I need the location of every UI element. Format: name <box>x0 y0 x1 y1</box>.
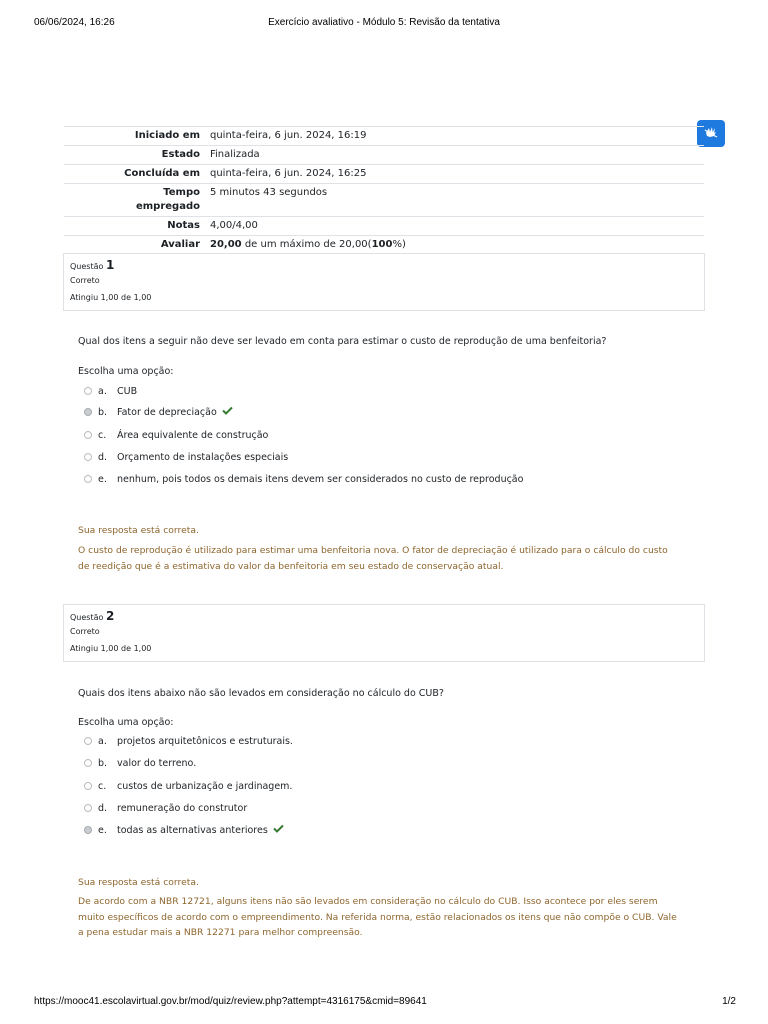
question-number: Questão 1 <box>70 258 115 272</box>
grade-end: %) <box>392 239 406 250</box>
grade-score: 20,00 <box>210 239 242 250</box>
answer-option[interactable] <box>84 405 217 419</box>
option-text: CUB <box>117 385 138 397</box>
print-title: Exercício avaliativo - Módulo 5: Revisão da tentativa <box>268 17 500 28</box>
option-letter: a. <box>98 385 107 397</box>
radio-button[interactable] <box>84 782 92 790</box>
summary-row-grade <box>64 236 704 255</box>
grade-max: de um máximo de 20,00( <box>241 239 372 250</box>
option-text: valor do terreno. <box>117 757 197 769</box>
summary-label: Tempo empregado <box>64 184 206 217</box>
summary-label: Concluída em <box>64 165 206 184</box>
radio-button[interactable] <box>84 431 92 439</box>
question-text: Quais dos itens abaixo não são levados em consideração no cálculo do CUB? <box>78 688 444 699</box>
option-letter: c. <box>98 429 107 441</box>
radio-button-selected[interactable] <box>84 408 92 416</box>
summary-row-time-taken <box>64 184 704 217</box>
summary-value <box>206 236 704 255</box>
question-state: Correto <box>70 276 100 285</box>
summary-row-state <box>64 146 704 165</box>
question-grade: Atingiu 1,00 de 1,00 <box>70 293 152 302</box>
summary-row-started <box>64 127 704 146</box>
summary-label: Notas <box>64 217 206 236</box>
print-datetime: 06/06/2024, 16:26 <box>34 17 115 28</box>
summary-label: Avaliar <box>64 236 206 255</box>
feedback-text: O custo de reprodução é utilizado para estimar uma benfeitoria nova. O fator de depreciação é utilizado para o cálculo do custo de reedição que é a estimativa do valor da benfeitoria em seu estado de conservação atual. <box>78 545 668 572</box>
correct-check-icon <box>273 824 284 836</box>
grade-percent: 100 <box>371 239 393 250</box>
option-letter: e. <box>98 473 107 485</box>
question-info-box <box>63 253 705 311</box>
answer-option[interactable] <box>84 779 293 793</box>
answer-option[interactable] <box>84 450 289 464</box>
option-text: custos de urbanização e jardinagem. <box>117 780 293 792</box>
summary-row-marks <box>64 217 704 236</box>
option-text: remuneração do construtor <box>117 802 248 814</box>
question-text: Qual dos itens a seguir não deve ser levado em conta para estimar o custo de reprodução de uma benfeitoria? <box>78 336 607 347</box>
answer-option[interactable] <box>84 801 248 815</box>
question-state: Correto <box>70 627 100 636</box>
summary-label: Iniciado em <box>64 127 206 146</box>
option-letter: a. <box>98 735 107 747</box>
radio-button[interactable] <box>84 737 92 745</box>
feedback-text: De acordo com a NBR 12721, alguns itens não são levados em consideração no cálculo do CUB. Isso acontece por eles serem muito específicos de acordo com o empreendimento. Na referida norma, estão relacionados os itens que não compõe o CUB. Vale a pena estudar mais a NBR 12271 para melhor compreensão. <box>78 896 677 938</box>
summary-value: quinta-feira, 6 jun. 2024, 16:19 <box>206 127 704 146</box>
answer-option[interactable] <box>84 756 197 770</box>
option-text: Fator de depreciação <box>117 407 217 418</box>
feedback-title: Sua resposta está correta. <box>78 525 199 536</box>
feedback-title: Sua resposta está correta. <box>78 877 199 888</box>
option-letter: e. <box>98 824 107 836</box>
option-letter: c. <box>98 780 107 792</box>
question-number: Questão 2 <box>70 609 115 623</box>
summary-value: quinta-feira, 6 jun. 2024, 16:25 <box>206 165 704 184</box>
correct-check-icon <box>222 406 233 418</box>
choose-option-prompt: Escolha uma opção: <box>78 717 174 728</box>
summary-value: 4,00/4,00 <box>206 217 704 236</box>
option-letter: b. <box>98 406 108 418</box>
answer-option[interactable] <box>84 823 268 837</box>
sign-language-icon <box>703 124 719 144</box>
option-letter: d. <box>98 451 108 463</box>
answer-option[interactable] <box>84 472 524 486</box>
option-text: Área equivalente de construção <box>117 429 269 441</box>
option-letter: b. <box>98 757 108 769</box>
answer-option[interactable] <box>84 384 138 398</box>
radio-button[interactable] <box>84 387 92 395</box>
radio-button-selected[interactable] <box>84 826 92 834</box>
summary-row-completed <box>64 165 704 184</box>
option-text: projetos arquitetônicos e estruturais. <box>117 735 293 747</box>
option-text: nenhum, pois todos os demais itens devem ser considerados no custo de reprodução <box>117 473 524 485</box>
option-text: todas as alternativas anteriores <box>117 825 268 836</box>
option-text-wrap <box>117 824 284 836</box>
print-page-number: 1/2 <box>722 996 736 1007</box>
question-grade: Atingiu 1,00 de 1,00 <box>70 644 152 653</box>
radio-button[interactable] <box>84 453 92 461</box>
option-text-wrap <box>117 406 233 418</box>
answer-option[interactable] <box>84 428 269 442</box>
summary-label: Estado <box>64 146 206 165</box>
radio-button[interactable] <box>84 475 92 483</box>
question-info-box <box>63 604 705 662</box>
print-url: https://mooc41.escolavirtual.gov.br/mod/quiz/review.php?attempt=4316175&cmid=89641 <box>34 996 427 1007</box>
option-letter: d. <box>98 802 108 814</box>
choose-option-prompt: Escolha uma opção: <box>78 366 174 377</box>
attempt-summary-table <box>64 126 704 254</box>
summary-value: Finalizada <box>206 146 704 165</box>
answer-option[interactable] <box>84 734 293 748</box>
radio-button[interactable] <box>84 759 92 767</box>
radio-button[interactable] <box>84 804 92 812</box>
summary-value: 5 minutos 43 segundos <box>206 184 704 217</box>
option-text: Orçamento de instalações especiais <box>117 451 289 463</box>
